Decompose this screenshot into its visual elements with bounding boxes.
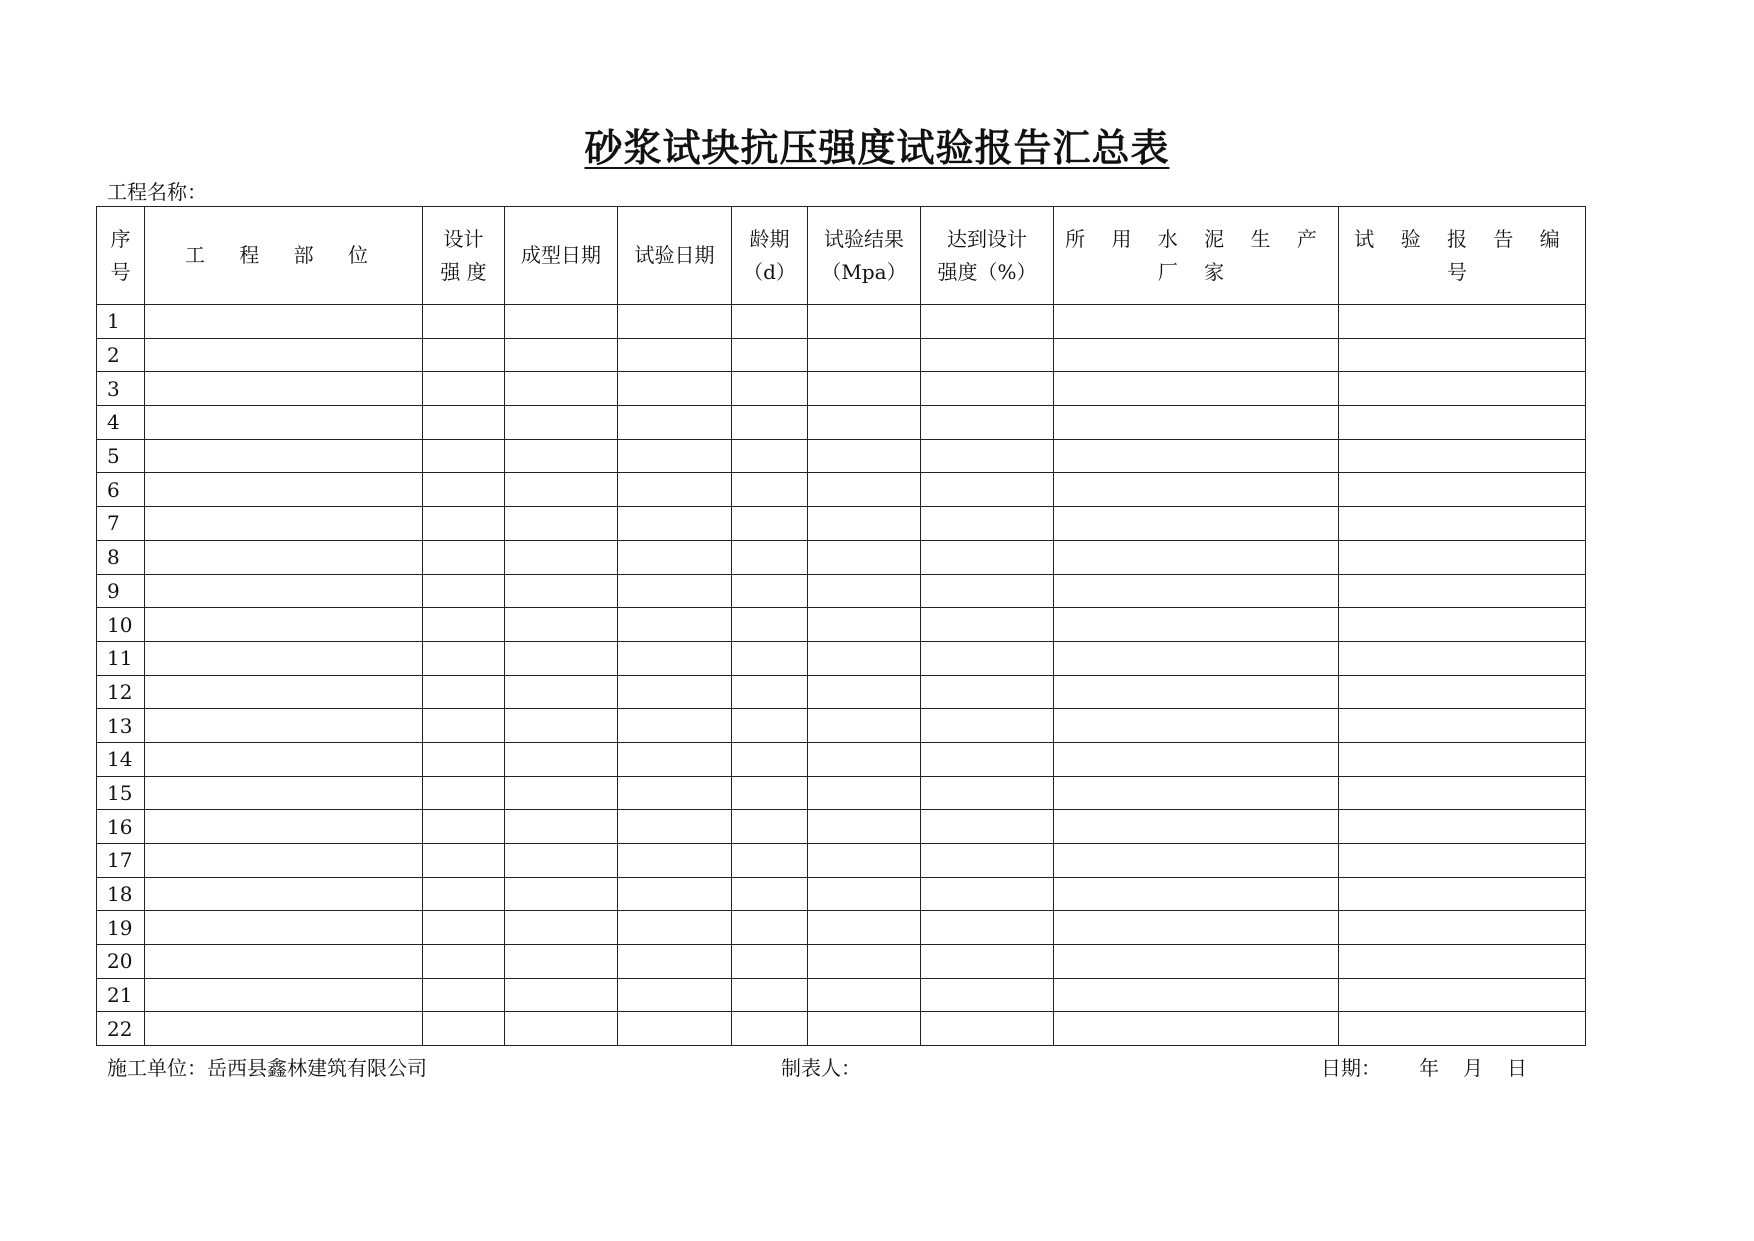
cell-cement-maker[interactable] (1054, 945, 1339, 979)
cell-test-date[interactable] (618, 540, 732, 574)
cell-report-number[interactable] (1339, 574, 1586, 608)
cell-percent-design[interactable] (921, 709, 1054, 743)
cell-age[interactable] (732, 439, 808, 473)
cell-casting-date[interactable] (505, 641, 618, 675)
cell-test-date[interactable] (618, 1012, 732, 1046)
cell-percent-design[interactable] (921, 406, 1054, 440)
cell-location[interactable] (145, 877, 423, 911)
cell-location[interactable] (145, 406, 423, 440)
table-row (97, 473, 1586, 507)
cell-design-strength[interactable] (423, 810, 505, 844)
cell-test-date[interactable] (618, 877, 732, 911)
cell-report-number[interactable] (1339, 439, 1586, 473)
row-number: 17 (97, 844, 145, 878)
cell-location[interactable] (145, 776, 423, 810)
header-test-date: 试验日期 (618, 207, 732, 305)
cell-result[interactable] (808, 338, 921, 372)
header-casting-date: 成型日期 (505, 207, 618, 305)
cell-cement-maker[interactable] (1054, 709, 1339, 743)
cell-test-date[interactable] (618, 608, 732, 642)
cell-result[interactable] (808, 439, 921, 473)
cell-test-date[interactable] (618, 742, 732, 776)
summary-table (96, 206, 1586, 1046)
header-result-line1: 试验结果 (824, 226, 904, 251)
cell-cement-maker[interactable] (1054, 1012, 1339, 1046)
cell-casting-date[interactable] (505, 338, 618, 372)
cell-percent-design[interactable] (921, 911, 1054, 945)
cell-cement-maker[interactable] (1054, 473, 1339, 507)
cell-report-number[interactable] (1339, 776, 1586, 810)
cell-age[interactable] (732, 810, 808, 844)
cell-percent-design[interactable] (921, 338, 1054, 372)
cell-age[interactable] (732, 406, 808, 440)
cell-percent-design[interactable] (921, 945, 1054, 979)
table-body (97, 305, 1586, 1046)
table-row (97, 776, 1586, 810)
cell-age[interactable] (732, 911, 808, 945)
cell-age[interactable] (732, 709, 808, 743)
cell-report-number[interactable] (1339, 709, 1586, 743)
cell-percent-design[interactable] (921, 507, 1054, 541)
cell-report-number[interactable] (1339, 877, 1586, 911)
cell-test-date[interactable] (618, 473, 732, 507)
cell-design-strength[interactable] (423, 911, 505, 945)
cell-cement-maker[interactable] (1054, 540, 1339, 574)
cell-percent-design[interactable] (921, 473, 1054, 507)
cell-percent-design[interactable] (921, 844, 1054, 878)
row-number: 9 (97, 574, 145, 608)
row-number: 15 (97, 776, 145, 810)
date-day: 日 (1507, 1056, 1527, 1080)
cell-report-number[interactable] (1339, 372, 1586, 406)
table-row (97, 439, 1586, 473)
cell-cement-maker[interactable] (1054, 810, 1339, 844)
cell-location[interactable] (145, 608, 423, 642)
table-row (97, 372, 1586, 406)
cell-test-date[interactable] (618, 574, 732, 608)
header-age (732, 207, 808, 305)
cell-casting-date[interactable] (505, 439, 618, 473)
header-design-strength (423, 207, 505, 305)
row-number: 11 (97, 641, 145, 675)
cell-casting-date[interactable] (505, 742, 618, 776)
cell-cement-maker[interactable] (1054, 742, 1339, 776)
row-number: 10 (97, 608, 145, 642)
cell-percent-design[interactable] (921, 877, 1054, 911)
cell-age[interactable] (732, 641, 808, 675)
header-result (808, 207, 921, 305)
header-percent-design-line1: 达到设计 (947, 226, 1027, 251)
header-age-line2: （d） (743, 259, 796, 284)
cell-percent-design[interactable] (921, 1012, 1054, 1046)
cell-result[interactable] (808, 810, 921, 844)
row-number: 14 (97, 742, 145, 776)
cell-location[interactable] (145, 338, 423, 372)
row-number: 18 (97, 877, 145, 911)
cell-result[interactable] (808, 911, 921, 945)
cell-result[interactable] (808, 540, 921, 574)
cell-design-strength[interactable] (423, 338, 505, 372)
cell-design-strength[interactable] (423, 1012, 505, 1046)
cell-casting-date[interactable] (505, 810, 618, 844)
cell-test-date[interactable] (618, 911, 732, 945)
cell-cement-maker[interactable] (1054, 439, 1339, 473)
cell-casting-date[interactable] (505, 844, 618, 878)
cell-design-strength[interactable] (423, 945, 505, 979)
cell-age[interactable] (732, 877, 808, 911)
table-row (97, 844, 1586, 878)
date-month: 月 (1463, 1056, 1483, 1080)
cell-design-strength[interactable] (423, 742, 505, 776)
cell-cement-maker[interactable] (1054, 911, 1339, 945)
cell-location[interactable] (145, 844, 423, 878)
table-row (97, 641, 1586, 675)
cell-location[interactable] (145, 473, 423, 507)
header-result-line2: （Mpa） (821, 259, 907, 284)
cell-design-strength[interactable] (423, 675, 505, 709)
cell-test-date[interactable] (618, 675, 732, 709)
table-row (97, 810, 1586, 844)
cell-report-number[interactable] (1339, 844, 1586, 878)
table-row (97, 574, 1586, 608)
row-number: 1 (97, 305, 145, 339)
cell-report-number[interactable] (1339, 641, 1586, 675)
header-seq-line1: 序 (110, 226, 131, 251)
cell-design-strength[interactable] (423, 372, 505, 406)
construction-company: 施工单位：岳西县鑫林建筑有限公司 (107, 1056, 427, 1080)
cell-cement-maker[interactable] (1054, 776, 1339, 810)
cell-age[interactable] (732, 473, 808, 507)
cell-casting-date[interactable] (505, 473, 618, 507)
cell-percent-design[interactable] (921, 810, 1054, 844)
cell-casting-date[interactable] (505, 507, 618, 541)
cell-result[interactable] (808, 978, 921, 1012)
cell-location[interactable] (145, 911, 423, 945)
cell-result[interactable] (808, 742, 921, 776)
cell-cement-maker[interactable] (1054, 608, 1339, 642)
cell-result[interactable] (808, 675, 921, 709)
cell-report-number[interactable] (1339, 338, 1586, 372)
cell-result[interactable] (808, 507, 921, 541)
cell-casting-date[interactable] (505, 305, 618, 339)
cell-percent-design[interactable] (921, 776, 1054, 810)
cell-age[interactable] (732, 372, 808, 406)
cell-age[interactable] (732, 608, 808, 642)
cell-age[interactable] (732, 742, 808, 776)
cell-design-strength[interactable] (423, 406, 505, 440)
table-row (97, 608, 1586, 642)
cell-casting-date[interactable] (505, 945, 618, 979)
cell-report-number[interactable] (1339, 810, 1586, 844)
cell-location[interactable] (145, 1012, 423, 1046)
project-name-label: 工程名称： (107, 180, 207, 204)
header-seq (97, 207, 145, 305)
cell-age[interactable] (732, 305, 808, 339)
cell-result[interactable] (808, 406, 921, 440)
cell-result[interactable] (808, 776, 921, 810)
header-report-number-text: 试 验 报 告 编 号 (1354, 226, 1570, 284)
cell-cement-maker[interactable] (1054, 406, 1339, 440)
cell-casting-date[interactable] (505, 608, 618, 642)
cell-design-strength[interactable] (423, 540, 505, 574)
cell-test-date[interactable] (618, 709, 732, 743)
cell-test-date[interactable] (618, 844, 732, 878)
cell-age[interactable] (732, 574, 808, 608)
cell-test-date[interactable] (618, 641, 732, 675)
header-report-number (1339, 207, 1586, 305)
cell-result[interactable] (808, 877, 921, 911)
cell-report-number[interactable] (1339, 978, 1586, 1012)
cell-casting-date[interactable] (505, 1012, 618, 1046)
cell-age[interactable] (732, 675, 808, 709)
cell-casting-date[interactable] (505, 372, 618, 406)
table-row (97, 406, 1586, 440)
cell-result[interactable] (808, 945, 921, 979)
header-percent-design (921, 207, 1054, 305)
cell-design-strength[interactable] (423, 844, 505, 878)
cell-test-date[interactable] (618, 776, 732, 810)
cell-age[interactable] (732, 507, 808, 541)
cell-report-number[interactable] (1339, 945, 1586, 979)
cell-result[interactable] (808, 641, 921, 675)
row-number: 20 (97, 945, 145, 979)
cell-location[interactable] (145, 641, 423, 675)
cell-percent-design[interactable] (921, 675, 1054, 709)
table-row (97, 742, 1586, 776)
table-row (97, 709, 1586, 743)
cell-casting-date[interactable] (505, 709, 618, 743)
cell-result[interactable] (808, 574, 921, 608)
cell-cement-maker[interactable] (1054, 978, 1339, 1012)
cell-casting-date[interactable] (505, 540, 618, 574)
header-cement-maker (1054, 207, 1339, 305)
row-number: 3 (97, 372, 145, 406)
date-field (1321, 1052, 1527, 1081)
cell-result[interactable] (808, 305, 921, 339)
cell-percent-design[interactable] (921, 608, 1054, 642)
cell-location[interactable] (145, 305, 423, 339)
cell-design-strength[interactable] (423, 574, 505, 608)
cell-location[interactable] (145, 742, 423, 776)
cell-test-date[interactable] (618, 978, 732, 1012)
cell-percent-design[interactable] (921, 641, 1054, 675)
row-number: 21 (97, 978, 145, 1012)
cell-percent-design[interactable] (921, 540, 1054, 574)
table-row (97, 675, 1586, 709)
cell-location[interactable] (145, 945, 423, 979)
cell-location[interactable] (145, 709, 423, 743)
cell-cement-maker[interactable] (1054, 372, 1339, 406)
cell-report-number[interactable] (1339, 473, 1586, 507)
cell-location[interactable] (145, 439, 423, 473)
cell-casting-date[interactable] (505, 978, 618, 1012)
row-number: 16 (97, 810, 145, 844)
table-row (97, 305, 1586, 339)
cell-percent-design[interactable] (921, 372, 1054, 406)
cell-test-date[interactable] (618, 439, 732, 473)
cell-cement-maker[interactable] (1054, 574, 1339, 608)
cell-age[interactable] (732, 338, 808, 372)
cell-test-date[interactable] (618, 406, 732, 440)
table-row (97, 540, 1586, 574)
document-title-text: 砂浆试块抗压强度试验报告汇总表 (584, 125, 1170, 170)
header-design-strength-line1: 设计 (443, 226, 484, 251)
cell-cement-maker[interactable] (1054, 305, 1339, 339)
cell-age[interactable] (732, 776, 808, 810)
cell-location[interactable] (145, 372, 423, 406)
cell-design-strength[interactable] (423, 776, 505, 810)
cell-cement-maker[interactable] (1054, 641, 1339, 675)
table-row (97, 911, 1586, 945)
cell-report-number[interactable] (1339, 608, 1586, 642)
cell-casting-date[interactable] (505, 574, 618, 608)
cell-result[interactable] (808, 372, 921, 406)
cell-report-number[interactable] (1339, 507, 1586, 541)
table-row (97, 1012, 1586, 1046)
cell-cement-maker[interactable] (1054, 877, 1339, 911)
cell-casting-date[interactable] (505, 877, 618, 911)
cell-design-strength[interactable] (423, 877, 505, 911)
row-number: 4 (97, 406, 145, 440)
cell-age[interactable] (732, 1012, 808, 1046)
header-seq-line2: 号 (110, 259, 131, 284)
table-row (97, 978, 1586, 1012)
cell-result[interactable] (808, 473, 921, 507)
cell-location[interactable] (145, 540, 423, 574)
row-number: 6 (97, 473, 145, 507)
header-row (97, 207, 1586, 305)
table-row (97, 877, 1586, 911)
header-location-text: 工 程 部 位 (184, 243, 383, 267)
date-label: 日期： (1321, 1056, 1381, 1080)
row-number: 8 (97, 540, 145, 574)
cell-casting-date[interactable] (505, 675, 618, 709)
cell-test-date[interactable] (618, 507, 732, 541)
cell-design-strength[interactable] (423, 709, 505, 743)
cell-location[interactable] (145, 675, 423, 709)
cell-report-number[interactable] (1339, 742, 1586, 776)
cell-design-strength[interactable] (423, 439, 505, 473)
cell-cement-maker[interactable] (1054, 338, 1339, 372)
header-age-line1: 龄期 (749, 226, 790, 251)
cell-casting-date[interactable] (505, 911, 618, 945)
row-number: 7 (97, 507, 145, 541)
row-number: 13 (97, 709, 145, 743)
table-maker-label: 制表人： (781, 1056, 861, 1080)
cell-report-number[interactable] (1339, 911, 1586, 945)
cell-age[interactable] (732, 978, 808, 1012)
cell-casting-date[interactable] (505, 406, 618, 440)
cell-location[interactable] (145, 574, 423, 608)
cell-location[interactable] (145, 810, 423, 844)
row-number: 2 (97, 338, 145, 372)
cell-design-strength[interactable] (423, 978, 505, 1012)
cell-report-number[interactable] (1339, 675, 1586, 709)
header-design-strength-line2: 强 度 (440, 259, 487, 284)
cell-cement-maker[interactable] (1054, 675, 1339, 709)
cell-result[interactable] (808, 844, 921, 878)
cell-location[interactable] (145, 978, 423, 1012)
table-row (97, 945, 1586, 979)
cell-age[interactable] (732, 844, 808, 878)
cell-test-date[interactable] (618, 945, 732, 979)
row-number: 12 (97, 675, 145, 709)
table-row (97, 338, 1586, 372)
cell-age[interactable] (732, 945, 808, 979)
row-number: 22 (97, 1012, 145, 1046)
cell-percent-design[interactable] (921, 305, 1054, 339)
cell-result[interactable] (808, 1012, 921, 1046)
row-number: 5 (97, 439, 145, 473)
cell-cement-maker[interactable] (1054, 507, 1339, 541)
cell-report-number[interactable] (1339, 540, 1586, 574)
cell-design-strength[interactable] (423, 473, 505, 507)
date-year: 年 (1419, 1056, 1439, 1080)
cell-cement-maker[interactable] (1054, 844, 1339, 878)
cell-design-strength[interactable] (423, 507, 505, 541)
cell-result[interactable] (808, 608, 921, 642)
cell-design-strength[interactable] (423, 641, 505, 675)
cell-design-strength[interactable] (423, 305, 505, 339)
cell-test-date[interactable] (618, 338, 732, 372)
cell-casting-date[interactable] (505, 776, 618, 810)
header-cement-maker-text: 所 用 水 泥 生 产 厂 家 (1065, 226, 1327, 284)
cell-age[interactable] (732, 540, 808, 574)
table-row (97, 507, 1586, 541)
cell-percent-design[interactable] (921, 439, 1054, 473)
cell-report-number[interactable] (1339, 406, 1586, 440)
document-title (0, 117, 1754, 172)
cell-test-date[interactable] (618, 372, 732, 406)
cell-percent-design[interactable] (921, 574, 1054, 608)
cell-report-number[interactable] (1339, 305, 1586, 339)
cell-test-date[interactable] (618, 305, 732, 339)
header-location (145, 207, 423, 305)
row-number: 19 (97, 911, 145, 945)
cell-test-date[interactable] (618, 810, 732, 844)
header-percent-design-line2: 强度（%） (937, 259, 1037, 284)
cell-result[interactable] (808, 709, 921, 743)
cell-percent-design[interactable] (921, 742, 1054, 776)
cell-location[interactable] (145, 507, 423, 541)
cell-design-strength[interactable] (423, 608, 505, 642)
cell-report-number[interactable] (1339, 1012, 1586, 1046)
cell-percent-design[interactable] (921, 978, 1054, 1012)
